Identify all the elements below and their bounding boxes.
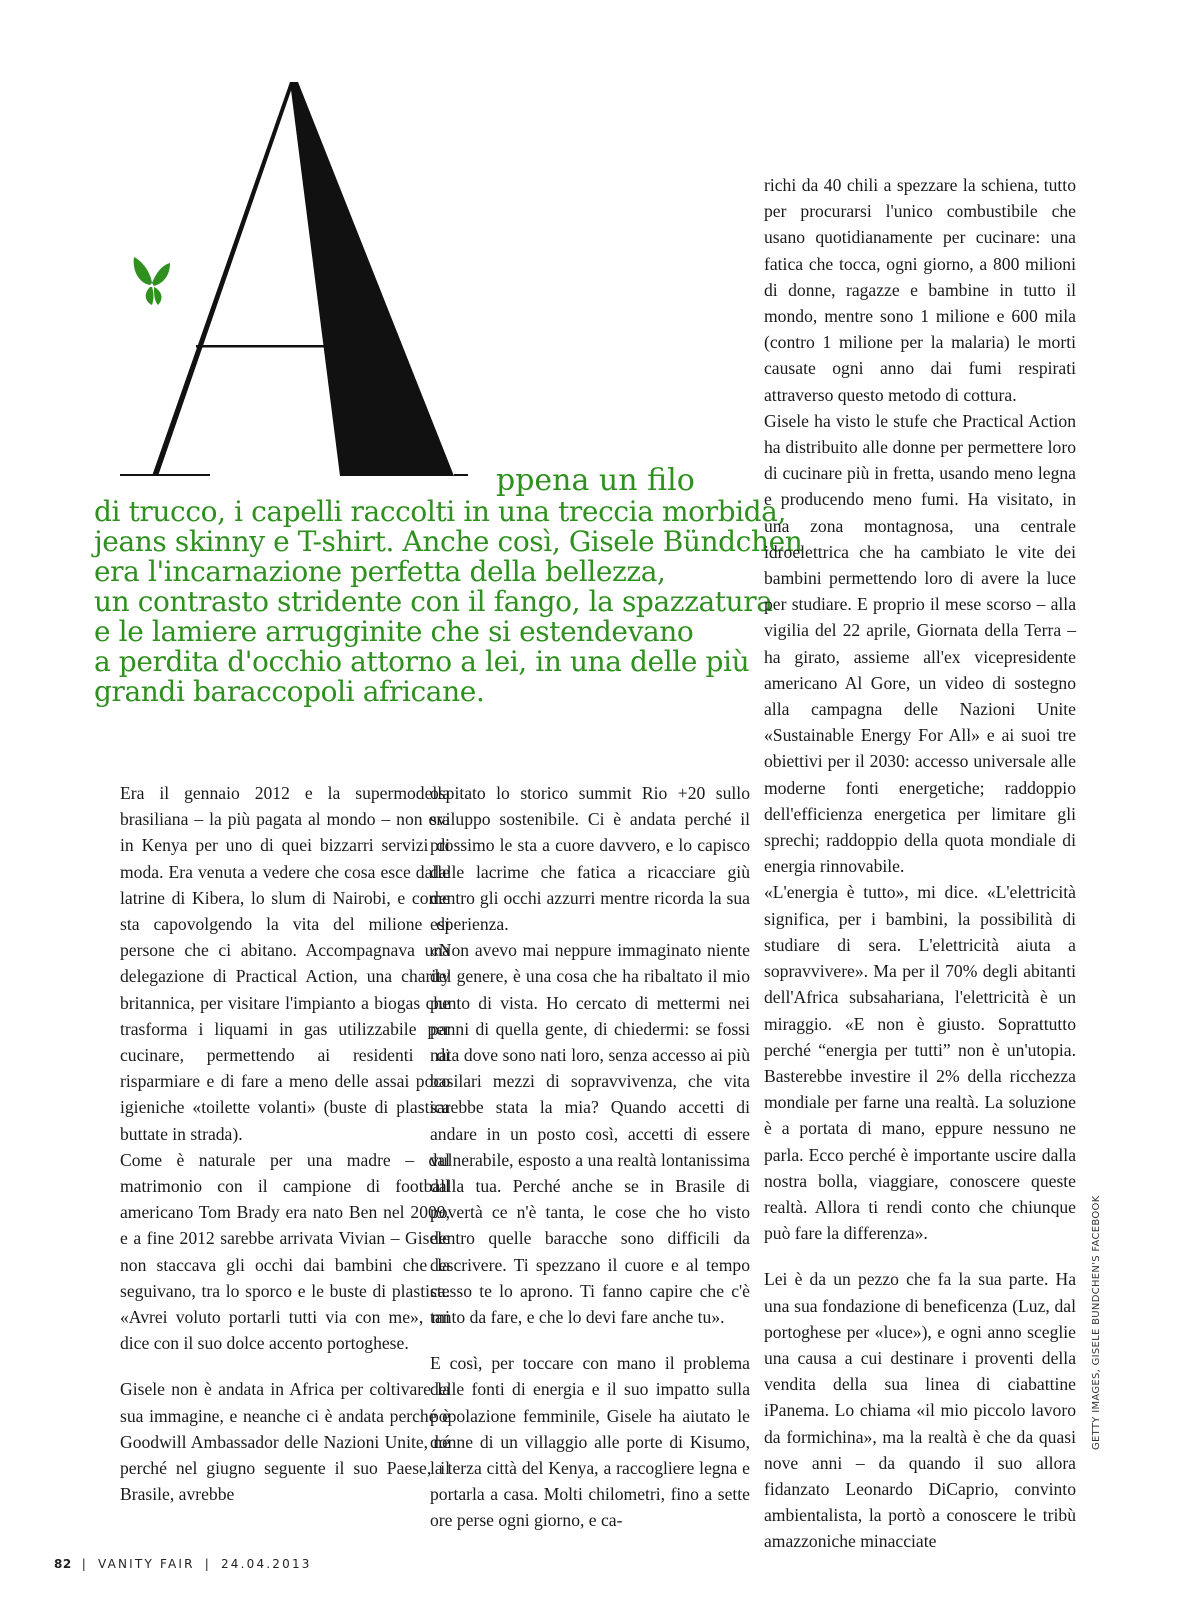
lead-line: a perdita d'occhio attorno a lei, in una delle più (94, 645, 750, 678)
lead-line: un contrasto stridente con il fango, la spazzatura (94, 585, 773, 618)
butterfly-icon (134, 257, 170, 305)
magazine-name: VANITY FAIR (97, 1557, 195, 1571)
issue-date: 24.04.2013 (220, 1557, 312, 1571)
page-footer (54, 1557, 312, 1571)
paragraph: richi da 40 chili a spezzare la schiena, tutto per procurarsi l'unico combustibile che usano quotidianamente per cucinare: una fatica che tocca, ogni giorno, a 800 milioni di donne, ragazze e bambine in tutto il mondo, mentre sono 1 milione e 600 mila (contro 1 milione per la malaria) le morti causate ogni anno dai fumi respirati attraverso questo metodo di cottura. (764, 175, 1076, 405)
body-column-1 (120, 780, 450, 1507)
paragraph: ospitato lo storico summit Rio +20 sullo sviluppo sostenibile. Ci è andata perché il prossimo le sta a cuore davvero, e lo capisco dalle lacrime che fatica a ricacciare giù dentro gli occhi azzurri mentre ricorda la sua esperienza. (430, 783, 750, 935)
paragraph: «Non avevo mai neppure immaginato niente del genere, è una cosa che ha ribaltato il mio punto di vista. Ho cercato di mettermi nei panni di quella gente, di chiedermi: se fossi nata dove sono nati loro, senza accesso ai più basilari mezzi di sopravvivenza, che vita sarebbe stata la mia? Quando accetti di andare in un posto così, accetti di essere vulnerabile, esposto a una realtà lontanissima dalla tua. Perché anche se in Brasile di povertà ce n'è tanta, le cose che ho visto dentro quelle baracche sono difficili da descrivere. Ti spezzano il cuore e al tempo stesso te lo aprono. Ti fanno capire che c'è tanto da fare, e che lo devi fare anche tu». (430, 940, 750, 1328)
body-column-2 (430, 780, 750, 1534)
paragraph: E così, per toccare con mano il problema delle fonti di energia e il suo impatto sulla popolazione femminile, Gisele ha aiutato le donne di un villaggio alle porte di Kisumo, la terza città del Kenya, a raccogliere legna e portarla a casa. Molti chilometri, fino a sette ore perse ogni giorno, e ca- (430, 1353, 750, 1531)
lead-paragraph (94, 495, 803, 708)
paragraph: Era il gennaio 2012 e la supermodella brasiliana – la più pagata al mondo – non era in Kenya per uno di quei bizzarri servizi di moda. Era venuta a vedere che cosa esce dalle latrine di Kibera, lo slum di Nairobi, e come sta capovolgendo la vita del milione di persone che ci abitano. Accompagnava una delegazione di Practical Action, una charity britannica, per visitare l'impianto a biogas che trasforma i liquami in gas utilizzabile per cucinare, permettendo ai residenti di risparmiare e di fare a meno delle assai poco igieniche «toilette volanti» (buste di plastica buttate in strada). (120, 783, 450, 1144)
body-column-3 (764, 172, 1076, 1555)
page-number: 82 (54, 1557, 72, 1571)
lead-line: e le lamiere arrugginite che si estendevano (94, 615, 694, 648)
paragraph: Come è naturale per una madre – dal matrimonio con il campione di football americano Tom Brady era nato Ben nel 2009, e a fine 2012 sarebbe arrivata Vivian – Gisele non staccava gli occhi dai bambini che la seguivano, tra lo sporco e le buste di plastica. «Avrei voluto portarli tutti via con me», mi dice con il suo dolce accento portoghese. (120, 1149, 450, 1354)
lead-line: era l'incarnazione perfetta della bellezza, (94, 555, 666, 588)
paragraph: «L'energia è tutto», mi dice. «L'elettricità significa, per i bambini, la possibilità di studiare di sera. L'elettricità aiuta a sopravvivere». Ma per il 70% degli abitanti dell'Africa subsahariana, l'elettricità è un miraggio. «E non è giusto. Soprattutto perché “energia per tutti” non è un'utopia. Basterebbe investire il 2% della ricchezza mondiale per farne una realtà. La soluzione è a portata di mano, eppure nessuno ne parla. Ecco perché è importante uscire dalla nostra bolla, viaggiare, conoscere queste realtà. Allora ti rendi conto che chiunque può fare la differenza». (764, 882, 1076, 1244)
paragraph: Lei è da un pezzo che fa la sua parte. Ha una sua fondazione di beneficenza (Luz, dal portoghese per «luce»), e ogni anno sceglie una causa a cui destinare i proventi della vendita della sua linea di ciabattine iPanema. Lo chiama «il mio piccolo lavoro da formichina», ma la realtà è che da quasi nove anni – da quando il suo allora fidanzato Leonardo DiCaprio, convinto ambientalista, la portò a conoscere le tribù amazzoniche minacciate (764, 1269, 1076, 1552)
lead-line: jeans skinny e T-shirt. Anche così, Gisele Bündchen (94, 525, 803, 558)
paragraph: Gisele ha visto le stufe che Practical Action ha distribuito alle donne per permettere loro di cucinare più in fretta, usando meno legna e producendo meno fumi. Ha visitato, in una zona montagnosa, una centrale idroelettrica che ha cambiato le vite dei bambini permettendo loro di avere la luce per studiare. E proprio il mese scorso – alla vigilia del 22 aprile, Giornata della Terra – ha girato, assieme all'ex vicepresidente americano Al Gore, un video di sostegno alla campagna delle Nazioni Unite «Sustainable Energy For All» e ai suoi tre obiettivi per il 2030: accesso universale alle moderne fonti energetiche; raddoppio dell'efficienza energetica per limitare gli sprechi; raddoppio della quota mondiale di energia rinnovabile. (764, 410, 1076, 877)
footer-separator: | (81, 1557, 88, 1571)
paragraph: Gisele non è andata in Africa per coltivare la sua immagine, e neanche ci è andata perché è Goodwill Ambassador delle Nazioni Unite, né perché nel giugno seguente il suo Paese, il Brasile, avrebbe (120, 1379, 450, 1505)
lead-line: grandi baraccopoli africane. (94, 675, 485, 708)
footer-separator: | (204, 1557, 211, 1571)
lead-first-line: ppena un filo (496, 463, 695, 498)
drop-cap-a (108, 80, 468, 500)
lead-line: di trucco, i capelli raccolti in una treccia morbida, (94, 495, 786, 528)
photo-credit: GETTY IMAGES, GISELE BUNDCHEN'S FACEBOOK (1091, 1195, 1102, 1450)
